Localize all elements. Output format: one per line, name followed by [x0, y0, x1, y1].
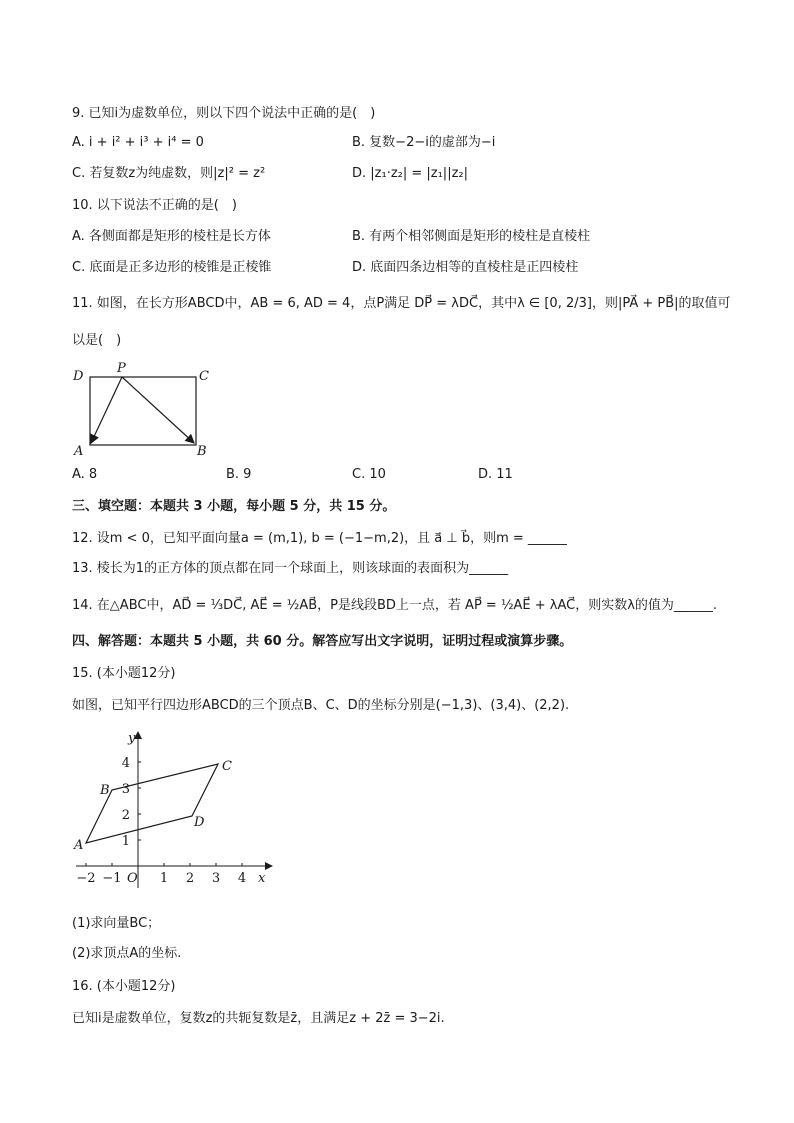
q11-rectangle-figure — [68, 358, 218, 460]
q9-option-d: D. |z₁·z₂| = |z₁||z₂| — [352, 166, 468, 181]
y-tick-label: 1 — [121, 834, 130, 849]
x-tick-label: 2 — [185, 871, 195, 886]
q10-option-a: A. 各侧面都是矩形的棱柱是长方体 — [72, 229, 271, 244]
y-tick-label: 4 — [121, 756, 130, 771]
parallelogram-abcd — [86, 764, 218, 843]
q11-option-b: B. 9 — [226, 467, 252, 482]
q9-option-b: B. 复数−2−i的虚部为−i — [352, 135, 496, 150]
q10-option-b: B. 有两个相邻侧面是矩形的棱柱是直棱柱 — [352, 229, 591, 244]
q15-part-2: (2)求顶点A的坐标. — [72, 946, 182, 961]
x-tick-label: 1 — [159, 871, 169, 886]
q12-stem: 12. 设m < 0，已知平面向量a = (m,1), b = (−1−m,2)，且 a⃗ ⊥ b⃗，则m = ______ — [72, 531, 567, 546]
section-4-heading: 四、解答题：本题共 5 小题，共 60 分。解答应写出文字说明，证明过程或演算步骤。 — [72, 634, 573, 649]
section-3-heading: 三、填空题：本题共 3 小题，每小题 5 分，共 15 分。 — [72, 499, 396, 514]
label-x: x — [258, 871, 266, 886]
q11-option-d: D. 11 — [478, 467, 513, 482]
q9-option-a: A. i + i² + i³ + i⁴ = 0 — [72, 135, 204, 150]
label-d: D — [73, 369, 84, 384]
label-o: O — [127, 871, 138, 886]
x-tick-label: 3 — [211, 871, 221, 886]
x-tick-label: −2 — [76, 871, 96, 886]
label-d: D — [194, 815, 205, 830]
label-b: B — [197, 444, 207, 459]
vector-pa — [91, 377, 122, 443]
q10-option-c: C. 底面是正多边形的棱锥是正棱锥 — [72, 260, 272, 275]
q15-head: 15. (本小题12分) — [72, 666, 176, 681]
y-tick-label: 3 — [121, 782, 130, 797]
q9-option-c: C. 若复数z为纯虚数，则|z|² = z² — [72, 166, 266, 181]
label-c: C — [222, 759, 232, 774]
q16-stem: 已知i是虚数单位，复数z的共轭复数是z̄，且满足z + 2z̄ = 3−2i. — [72, 1011, 445, 1026]
q11-option-c: C. 10 — [352, 467, 386, 482]
label-b: B — [100, 783, 110, 798]
q10-stem: 10. 以下说法不正确的是( ) — [72, 198, 237, 213]
label-c: C — [199, 369, 209, 384]
q14-stem: 14. 在△ABC中，AD⃗ = ⅓DC⃗, AE⃗ = ½AB⃗，P是线段BD上一点，若 AP⃗ = ½AE⃗ + λAC⃗，则实数λ的值为______. — [72, 598, 718, 613]
q10-option-d: D. 底面四条边相等的直棱柱是正四棱柱 — [352, 260, 579, 275]
y-tick-label: 2 — [121, 808, 130, 823]
q15-stem: 如图，已知平行四边形ABCD的三个顶点B、C、D的坐标分别是(−1,3)、(3,4)、(2,2). — [72, 698, 570, 713]
q9-stem: 9. 已知i为虚数单位，则以下四个说法中正确的是( ) — [72, 106, 376, 121]
q11-stem: 11. 如图，在长方形ABCD中，AB = 6, AD = 4，点P满足 DP⃗ = λDC⃗，其中λ ∈ [0, 2/3]，则|PA⃗ + PB⃗|的取值可 — [72, 296, 731, 311]
label-a: A — [74, 444, 84, 459]
q15-coordinate-figure — [70, 728, 280, 892]
vector-pb — [122, 377, 194, 443]
q11-option-a: A. 8 — [72, 467, 98, 482]
x-tick-label: −1 — [102, 871, 122, 886]
q15-part-1: (1)求向量BC； — [72, 916, 161, 931]
q16-head: 16. (本小题12分) — [72, 979, 176, 994]
q13-stem: 13. 棱长为1的正方体的顶点都在同一个球面上，则该球面的表面积为______ — [72, 561, 509, 576]
q11-stem-cont: 以是( ) — [72, 333, 122, 348]
label-p: P — [117, 361, 126, 376]
label-y: y — [128, 731, 136, 746]
label-a: A — [74, 838, 84, 853]
x-tick-label: 4 — [237, 871, 247, 886]
